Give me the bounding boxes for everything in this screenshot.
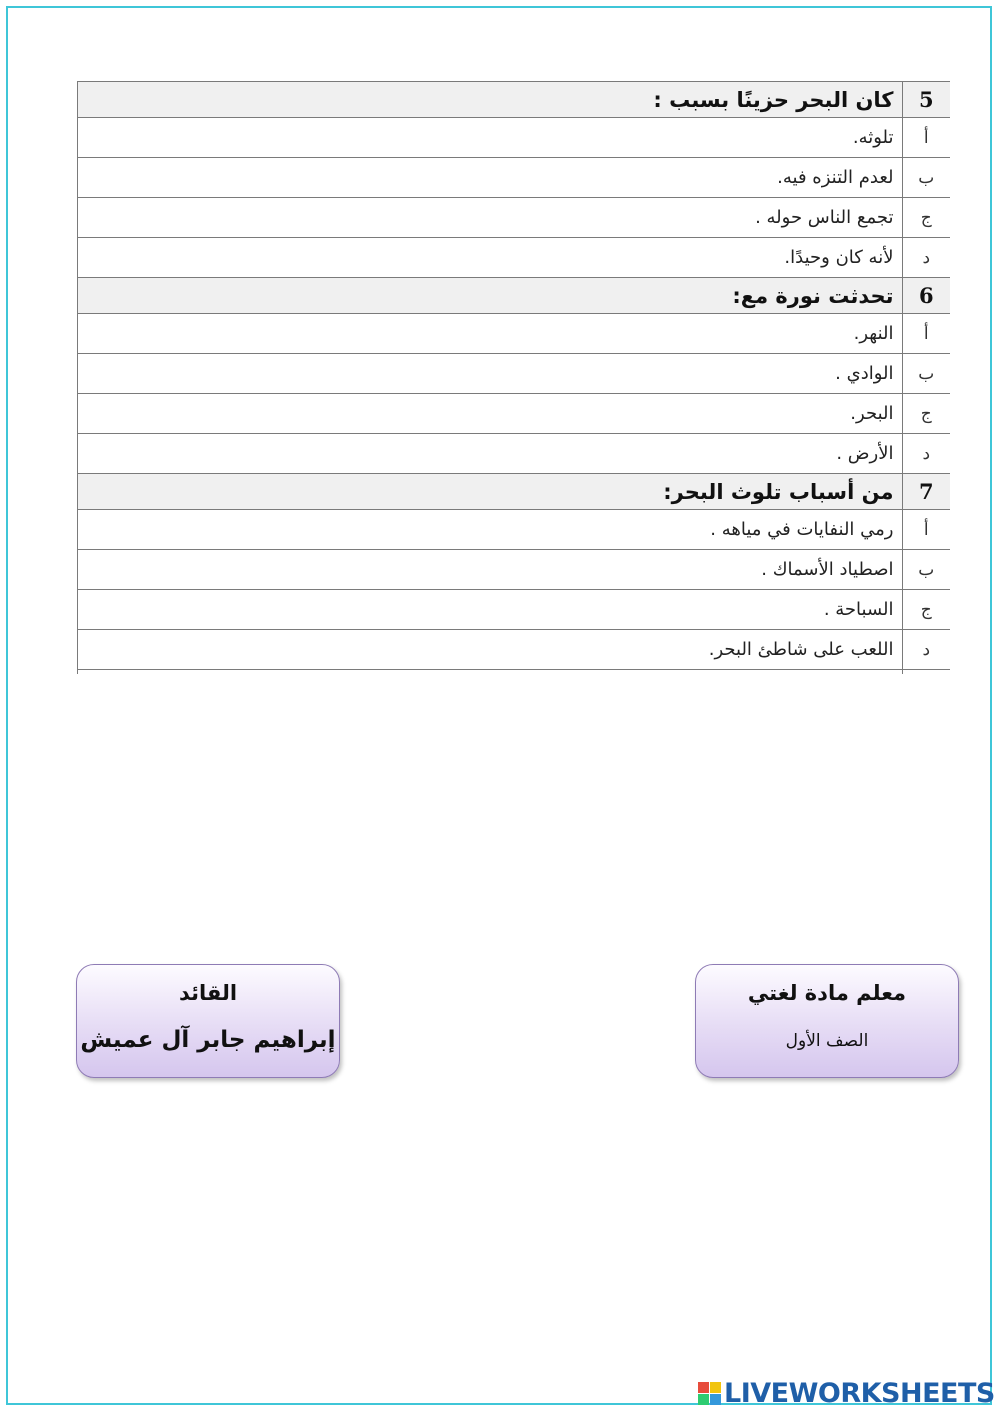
option-row[interactable] bbox=[78, 354, 951, 394]
questions-table bbox=[77, 81, 950, 674]
option-text[interactable]: تلوثه. bbox=[78, 118, 903, 158]
question-text: كان البحر حزينًا بسبب : bbox=[78, 82, 903, 118]
question-row bbox=[78, 82, 951, 118]
option-letter: د bbox=[902, 238, 950, 278]
option-letter: أ bbox=[902, 118, 950, 158]
question-number: 7 bbox=[902, 474, 950, 510]
option-letter: أ bbox=[902, 510, 950, 550]
option-text[interactable]: تجمع الناس حوله . bbox=[78, 198, 903, 238]
option-letter: ج bbox=[902, 198, 950, 238]
principal-name: إبراهيم جابر آل عميش bbox=[80, 1027, 336, 1053]
option-row[interactable] bbox=[78, 158, 951, 198]
option-text[interactable]: النهر. bbox=[78, 314, 903, 354]
brand-text: LIVEWORKSHEETS bbox=[724, 1377, 995, 1409]
option-text[interactable]: البحر. bbox=[78, 394, 903, 434]
option-row[interactable] bbox=[78, 394, 951, 434]
option-text[interactable]: رمي النفايات في مياهه . bbox=[78, 510, 903, 550]
table-end-spacer bbox=[78, 670, 951, 674]
option-row[interactable] bbox=[78, 198, 951, 238]
option-row[interactable] bbox=[78, 314, 951, 354]
option-letter: أ bbox=[902, 314, 950, 354]
option-text[interactable]: اصطياد الأسماك . bbox=[78, 550, 903, 590]
option-row[interactable] bbox=[78, 630, 951, 670]
question-number: 5 bbox=[902, 82, 950, 118]
option-row[interactable] bbox=[78, 434, 951, 474]
option-text[interactable]: الأرض . bbox=[78, 434, 903, 474]
principal-title: القائد bbox=[178, 981, 238, 1005]
principal-card bbox=[76, 964, 340, 1078]
question-row bbox=[78, 278, 951, 314]
liveworksheets-brand[interactable] bbox=[698, 1376, 995, 1410]
option-letter: ب bbox=[902, 354, 950, 394]
option-row[interactable] bbox=[78, 118, 951, 158]
option-text[interactable]: لأنه كان وحيدًا. bbox=[78, 238, 903, 278]
option-row[interactable] bbox=[78, 510, 951, 550]
liveworksheets-logo-icon bbox=[698, 1382, 721, 1405]
option-text[interactable]: لعدم التنزه فيه. bbox=[78, 158, 903, 198]
question-text: تحدثت نورة مع: bbox=[78, 278, 903, 314]
option-letter: ج bbox=[902, 590, 950, 630]
option-row[interactable] bbox=[78, 238, 951, 278]
option-letter: ج bbox=[902, 394, 950, 434]
option-letter: د bbox=[902, 434, 950, 474]
teacher-card bbox=[695, 964, 959, 1078]
option-letter: د bbox=[902, 630, 950, 670]
teacher-title: معلم مادة لغتي bbox=[747, 981, 907, 1005]
teacher-class: الصف الأول bbox=[785, 1031, 869, 1051]
option-text[interactable]: الوادي . bbox=[78, 354, 903, 394]
option-letter: ب bbox=[902, 550, 950, 590]
option-row[interactable] bbox=[78, 550, 951, 590]
question-text: من أسباب تلوث البحر: bbox=[78, 474, 903, 510]
option-text[interactable]: السباحة . bbox=[78, 590, 903, 630]
option-row[interactable] bbox=[78, 590, 951, 630]
option-text[interactable]: اللعب على شاطئ البحر. bbox=[78, 630, 903, 670]
question-row bbox=[78, 474, 951, 510]
option-letter: ب bbox=[902, 158, 950, 198]
question-number: 6 bbox=[902, 278, 950, 314]
